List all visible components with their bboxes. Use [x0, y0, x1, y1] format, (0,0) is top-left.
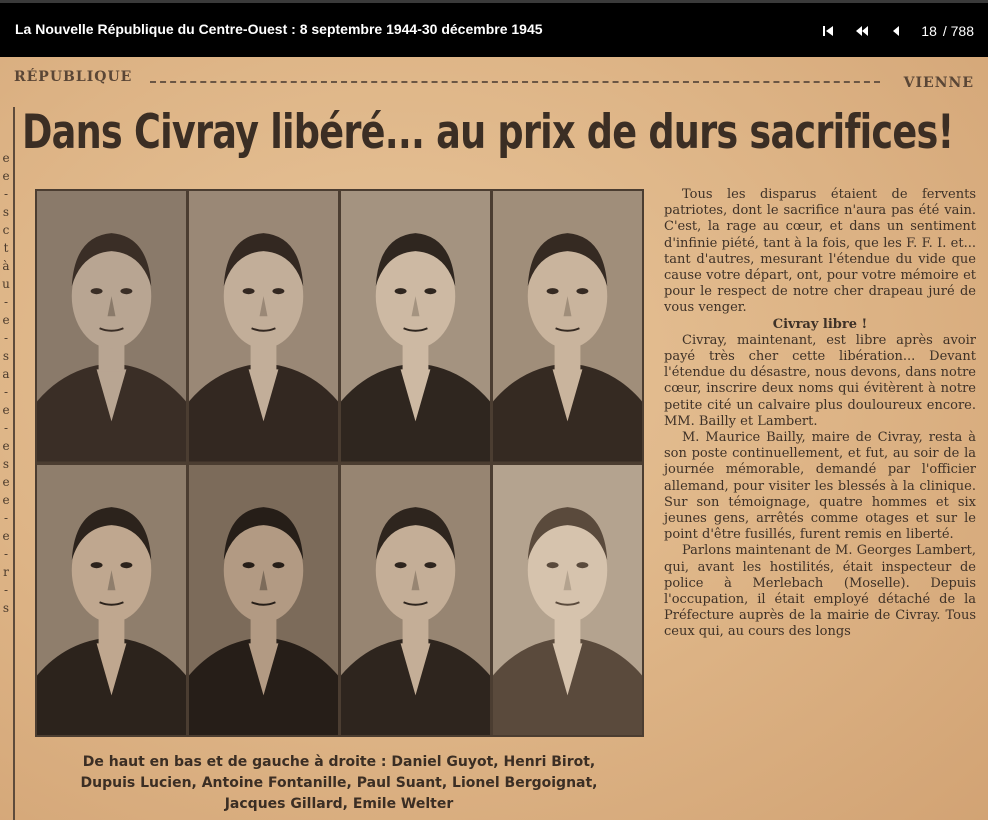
portrait-photo	[37, 191, 186, 462]
left-column-fragment: e e - s c t à u - e - s a - e - e s e e - e - r - s	[2, 151, 10, 615]
article-paragraph: Tous les disparus étaient de fervents patriotes, dont le sacrifice n'aura pas été vain. C'est, la rage au cœur, et dans un sentiment d'infinie piété, tant à la fois, que les F. F. I. et... tant d'autres, mesurant l'étendue du vide que cause votre départ, ont, pour votre mémoire et pour le respect de notre cher drapeau juré de vous venger.	[664, 187, 976, 316]
page-navigation	[811, 20, 974, 42]
first-page-button[interactable]	[811, 20, 845, 42]
masthead-left: RÉPUBLIQUE	[14, 69, 133, 85]
first-page-icon	[822, 25, 834, 37]
newspaper-page	[0, 57, 988, 820]
column-divider	[13, 107, 15, 820]
headline: Dans Civray libéré... au prix de durs sacrifices!	[22, 105, 954, 160]
portrait-photo	[189, 465, 338, 736]
caption-line: Jacques Gillard, Emile Welter	[224, 796, 454, 812]
portrait-photo	[189, 191, 338, 462]
article-subheading: Civray libre !	[772, 316, 868, 332]
total-pages: / 788	[942, 23, 974, 39]
portrait-grid	[35, 189, 644, 737]
previous-page-icon	[891, 25, 901, 37]
article-text	[664, 187, 976, 641]
article-paragraph: Parlons maintenant de M. Georges Lambert, qui, avant les hostilités, était inspecteur de police à Merlebach (Moselle). Depuis l'occupation, il était employé détaché de la Préfecture auprès de la mairie de Civray. Tous ceux qui, au cours des longs	[664, 543, 976, 640]
photo-caption	[24, 752, 654, 815]
portrait-photo	[341, 191, 490, 462]
portrait-photo	[493, 191, 642, 462]
portrait-photo	[37, 465, 186, 736]
previous-page-button[interactable]	[879, 20, 913, 42]
caption-line: De haut en bas et de gauche à droite : Daniel Guyot, Henri Birot,	[82, 754, 596, 770]
portrait-photo	[341, 465, 490, 736]
document-title: La Nouvelle République du Centre-Ouest : 8 septembre 1944-30 décembre 1945	[15, 21, 543, 37]
masthead-rule	[150, 75, 880, 83]
viewer-toolbar	[0, 0, 988, 57]
masthead-right: VIENNE	[903, 75, 974, 91]
current-page-number[interactable]: 18	[921, 23, 937, 39]
rewind-button[interactable]	[845, 20, 879, 42]
article-paragraph: M. Maurice Bailly, maire de Civray, resta à son poste continuellement, et fut, au soir de la journée mémorable, demandé par l'officier allemand, pour visiter les blessés à la clinique. Sur son témoignage, quatre hommes et six jeunes gens, arrêtés comme otages et sur le point d'être fusillés, furent remis en liberté.	[664, 430, 976, 543]
rewind-icon	[855, 25, 869, 37]
portrait-photo	[493, 465, 642, 736]
page-indicator	[921, 23, 974, 39]
article-paragraph: Civray, maintenant, est libre après avoir payé très cher cette libération... Devant l'étendue du désastre, nous devons, dans notre cœur, inscrire deux noms qui évitèrent à notre petite cité un calvaire plus douloureux encore. MM. Bailly et Lambert.	[664, 332, 976, 429]
caption-line: Dupuis Lucien, Antoine Fontanille, Paul Suant, Lionel Bergoignat,	[80, 775, 598, 791]
